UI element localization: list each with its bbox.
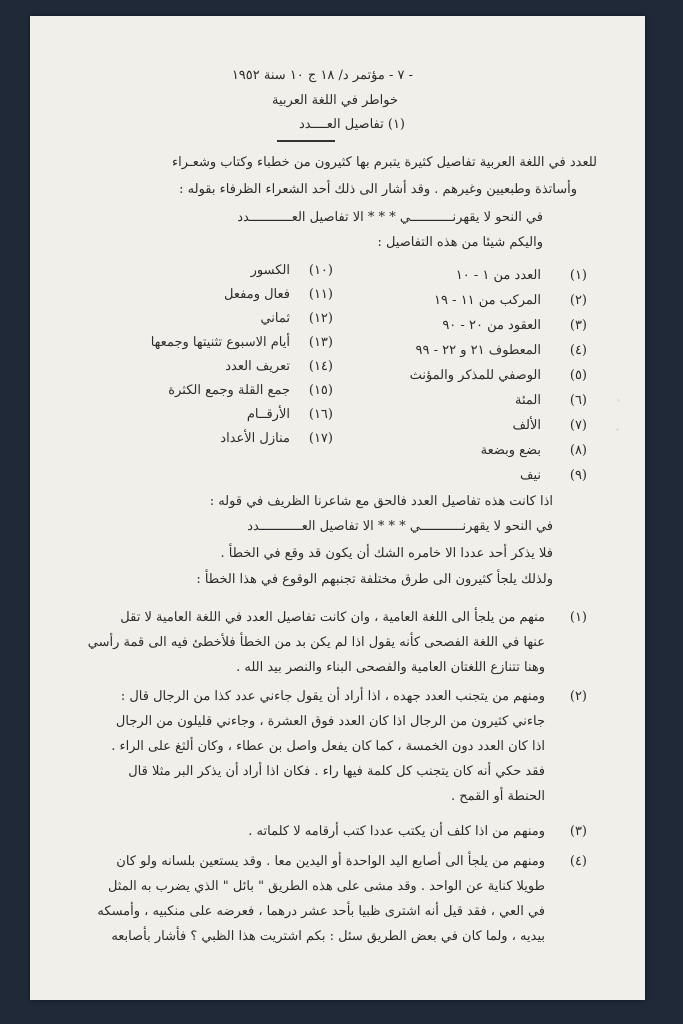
document-page	[30, 16, 645, 1000]
intro-line-2: وأساتذة وطبعيين وغيرهم . وقد أشار الى ذلك أحد الشعراء الظرفاء بقوله :	[179, 182, 577, 197]
list-item: فعال ومفعل	[224, 287, 290, 302]
point-text-line: جاءني كثيرون من الرجال اذا كان العدد فوق العشرة ، وجاءني قليلون من الرجال	[115, 714, 545, 729]
list-item: بضع وبضعة	[480, 443, 541, 458]
point-number: (٣)	[569, 824, 587, 839]
list-item: المئة	[515, 393, 541, 408]
point-text-line: وهنا تتنازع اللغتان العامية والفصحى البناء والنصر بيد الله .	[236, 660, 545, 675]
list-number: (٦)	[569, 393, 587, 408]
list-item: تعريف العدد	[225, 359, 290, 374]
intro-line-1: للعدد في اللغة العربية تفاصيل كثيرة يتبرم بها كثيرون من خطباء وكتاب وشعـراء	[172, 155, 597, 170]
list-item: جمع القلة وجمع الكثرة	[168, 383, 290, 398]
list-number: (١٥)	[308, 383, 333, 398]
document-title: خواطر في اللغة العربية	[272, 93, 398, 108]
point-text-line: في العي ، فقد قيل أنه اشترى ظبيا بأحد عشر درهما ، فعرضه على منكبيه ، وأمسكه	[97, 904, 545, 919]
list-number: (٨)	[569, 443, 587, 458]
heading-underline	[277, 140, 335, 142]
list-number: (١)	[569, 268, 587, 283]
point-text-line: عنها في اللغة الفصحى كأنه يقول اذا لم يكن بد من الخطأ فلأخطئ فيه الى قمة رأسي	[87, 635, 545, 650]
list-item: العقود من ٢٠ - ٩٠	[442, 318, 541, 333]
list-number: (٢)	[569, 293, 587, 308]
point-text-line: ومنهم من يلجأ الى أصابع اليد الواحدة أو اليدين معا . وقد يستعين بلسانه ولو كان	[116, 854, 545, 869]
list-item: المركب من ١١ - ١٩	[434, 293, 541, 308]
list-number: (٣)	[569, 318, 587, 333]
list-number: (١١)	[308, 287, 333, 302]
list-number: (١٠)	[308, 263, 333, 278]
list-number: (١٤)	[308, 359, 333, 374]
point-text-line: اذا كان العدد دون الخمسة ، كما كان يفعل واصل بن عطاء ، وكان ألثغ على الراء .	[111, 739, 545, 754]
list-number: (٤)	[569, 343, 587, 358]
list-item: المعطوف ٢١ و ٢٢ - ٩٩	[415, 343, 541, 358]
point-text-line: منهم من يلجأ الى اللغة العامية ، وان كانت تفاصيل العدد في اللغة العامية لا تقل	[120, 610, 545, 625]
point-number: (٢)	[569, 689, 587, 704]
point-text-line: ومنهم من يتجنب العدد جهده ، اذا أراد أن يقول جاءني عدد كذا من الرجال قال :	[120, 689, 545, 704]
list-item: الأرقــام	[246, 407, 290, 422]
intro-line-3: واليكم شيئا من هذه التفاصيل :	[377, 235, 543, 250]
list-item: نيف	[520, 468, 541, 483]
point-text-line: ومنهم من اذا كلف أن يكتب عددا كتب أرقامه لا كلماته .	[248, 824, 545, 839]
middle-line-3: ولذلك يلجأ كثيرون الى طرق مختلفة تجنبهم الوقوع في هذا الخطأ :	[196, 572, 553, 587]
point-text-line: فقد حكي أنه كان يتجنب كل كلمة فيها راء . فكان اذا أراد أن يذكر البر مثلا قال	[128, 764, 545, 779]
list-item: الوصفي للمذكر والمؤنث	[409, 368, 541, 383]
list-number: (١٢)	[308, 311, 333, 326]
list-item: الألف	[512, 418, 541, 433]
list-item: الكسور	[250, 263, 290, 278]
list-number: (١٣)	[308, 335, 333, 350]
middle-line-1: اذا كانت هذه تفاصيل العدد فالحق مع شاعرنا الظريف في قوله :	[209, 494, 553, 509]
point-number: (٤)	[569, 854, 587, 869]
list-item: العدد من ١ - ١٠	[455, 268, 541, 283]
list-number: (٧)	[569, 418, 587, 433]
point-text-line: طويلا كناية عن الواحد . وقد مشى على هذه الطريق " بائل " الذي يضرب به المثل	[107, 879, 545, 894]
verse-line-1: في النحو لا يقهرنـــــــــــي * * * الا تفاصيل العـــــــــــدد	[237, 210, 543, 225]
section-heading: (١) تفاصيل العــــدد	[298, 117, 405, 132]
middle-line-2: فلا يذكر أحد عددا الا خامره الشك أن يكون قد وقع في الخطأ .	[220, 546, 553, 561]
list-number: (١٦)	[308, 407, 333, 422]
verse-line-2: في النحو لا يقهرنـــــــــــي * * * الا تفاصيل العـــــــــــدد	[247, 519, 553, 534]
list-item: ثماني	[260, 311, 290, 326]
list-number: (٩)	[569, 468, 587, 483]
point-number: (١)	[569, 610, 587, 625]
list-item: أيام الاسبوع تثنيتها وجمعها	[150, 335, 290, 350]
point-text-line: الحنطة أو القمح .	[451, 789, 545, 804]
paper-speck	[616, 428, 619, 431]
list-number: (١٧)	[308, 431, 333, 446]
list-item: منازل الأعداد	[220, 431, 290, 446]
paper-speck	[617, 399, 620, 402]
point-text-line: بيديه ، ولما كان في بعض الطريق سئل : بكم اشتريت هذا الظبي ؟ فأشار بأصابعه	[111, 929, 545, 944]
list-number: (٥)	[569, 368, 587, 383]
page-header: - ٧ - مؤتمر د/ ١٨ ج ١٠ سنة ١٩٥٢	[231, 68, 413, 83]
